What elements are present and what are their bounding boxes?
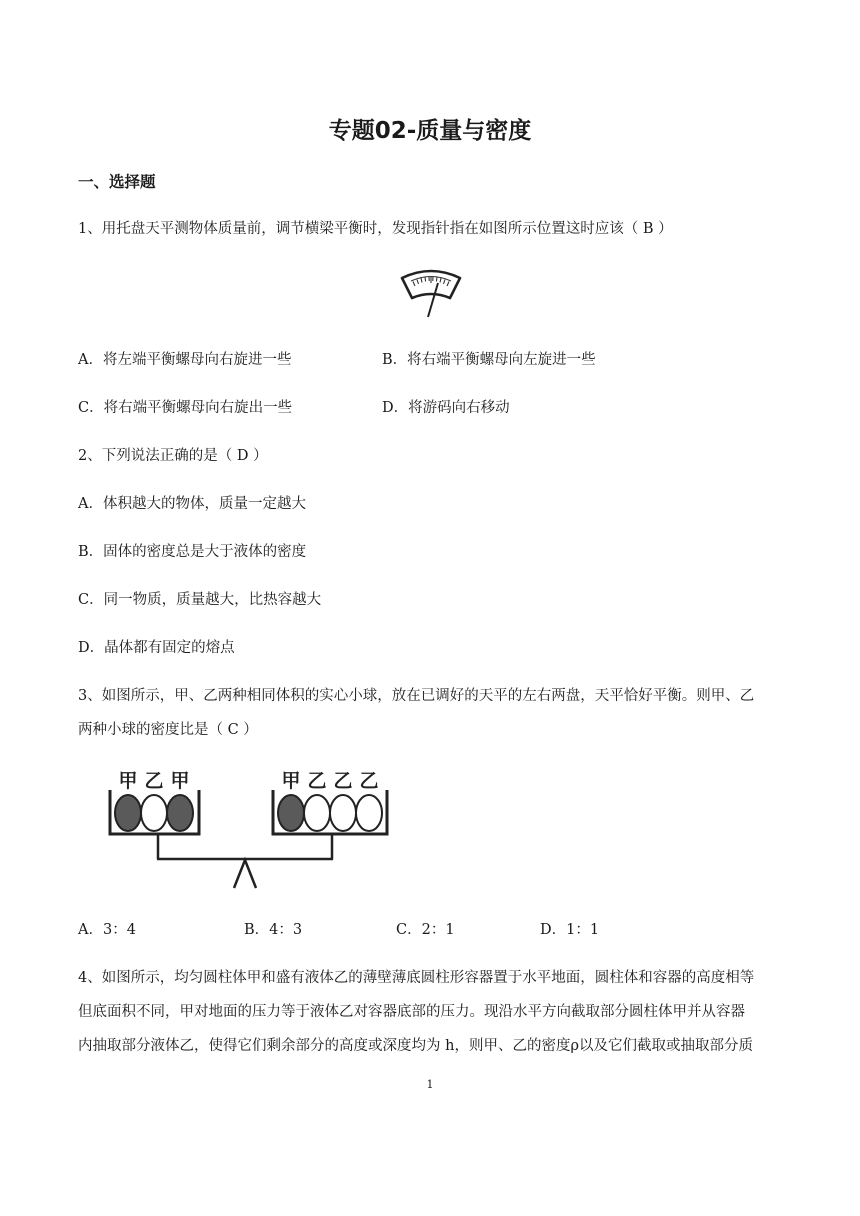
q2-option-c: C．同一物质，质量越大，比热容越大 xyxy=(78,592,322,608)
q3-option-d: D．1：1 xyxy=(540,922,600,938)
right-ball-label: 乙 xyxy=(307,770,327,792)
q3-option-c: C．2：1 xyxy=(396,922,455,938)
q1-option-c: C．将右端平衡螺母向右旋出一些 xyxy=(78,400,293,416)
q3-balance-figure xyxy=(100,760,420,892)
q1-option-d: D．将游码向右移动 xyxy=(382,400,510,416)
right-ball-label: 乙 xyxy=(359,770,379,792)
section-heading: 一、选择题 xyxy=(78,173,156,191)
q2-option-b: B．固体的密度总是大于液体的密度 xyxy=(78,544,307,560)
q4-line3: 内抽取部分液体乙，使得它们剩余部分的高度或深度均为 h，则甲、乙的密度ρ以及它们截取或抽取部分质 xyxy=(78,1038,753,1054)
q3-option-b: B．4：3 xyxy=(244,922,303,938)
q4-line1: 4、如图所示，均匀圆柱体甲和盛有液体乙的薄壁薄底圆柱形容器置于水平地面，圆柱体和容器的高度相等 xyxy=(78,970,755,986)
q1-option-b: B．将右端平衡螺母向左旋进一些 xyxy=(382,352,596,368)
left-ball-label: 甲 xyxy=(170,770,190,792)
q2-option-a: A．体积越大的物体，质量一定越大 xyxy=(78,496,306,512)
q1-option-a: A．将左端平衡螺母向右旋进一些 xyxy=(78,352,292,368)
left-ball-label: 甲 xyxy=(118,770,138,792)
q4-line2: 但底面积不同，甲对地面的压力等于液体乙对容器底部的压力。现沿水平方向截取部分圆柱体甲并从容器 xyxy=(78,1004,745,1020)
q1-stem: 1、用托盘天平测物体质量前，调节横梁平衡时，发现指针指在如图所示位置这时应该（ B ） xyxy=(78,221,673,237)
right-ball-label: 乙 xyxy=(333,770,353,792)
page-title: 专题02-质量与密度 xyxy=(328,118,532,144)
left-ball-label: 乙 xyxy=(144,770,164,792)
q2-stem: 2、下列说法正确的是（ D ） xyxy=(78,448,268,464)
page-number: 1 xyxy=(426,1078,434,1091)
q1-scale-figure xyxy=(398,266,464,320)
q3-stem-line1: 3、如图所示，甲、乙两种相同体积的实心小球，放在已调好的天平的左右两盘，天平恰好平衡。则甲、乙 xyxy=(78,688,755,704)
q3-option-a: A．3：4 xyxy=(78,922,136,938)
right-ball-label: 甲 xyxy=(281,770,301,792)
q2-option-d: D．晶体都有固定的熔点 xyxy=(78,640,235,656)
q3-stem-line2: 两种小球的密度比是（ C ） xyxy=(78,722,258,738)
